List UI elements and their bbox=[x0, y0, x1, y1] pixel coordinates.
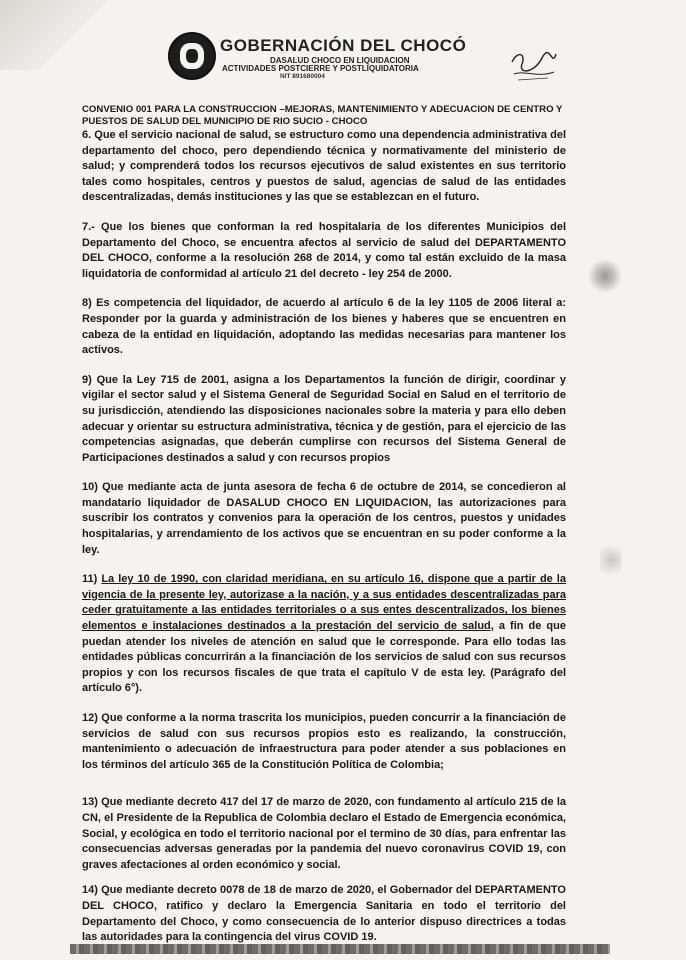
entity-activities: ACTIVIDADES POSTCIERRE Y POSTLIQUIDATORIA bbox=[222, 64, 419, 73]
scan-smudge bbox=[588, 258, 622, 294]
organization-name: GOBERNACIÓN DEL CHOCÓ bbox=[220, 36, 467, 55]
nit-number: NIT 891680004 bbox=[280, 73, 325, 80]
paragraph-9: 9) Que la Ley 715 de 2001, asigna a los Departamentos la función de dirigir, coordinar y vigilar el sector salud y el Sistema General de Seguridad Social en Salud en el territorio de su jurisdicción, atendiendo las disposiciones nacionales sobre la materia y para ello deben adecuar y orientar su estructura administrativa, técnica y de gestión, para el ejercicio de las competencias asignadas, que deberán cumplirse con recursos del Sistema General de Participaciones destinados a salud y con recursos propios bbox=[82, 373, 566, 464]
signature-icon bbox=[508, 44, 558, 84]
document-title: CONVENIO 001 PARA LA CONSTRUCCION –MEJORAS, MANTENIMIENTO Y ADECUACION DE CENTRO Y PUESTOS DE SALUD DEL MUNICIPIO DE RIO SUCIO - CHOCO bbox=[82, 104, 563, 127]
paragraph-10: 10) Que mediante acta de junta asesora de fecha 6 de octubre de 2014, se concedieron al mandatario liquidador de DASALUD CHOCO EN LIQUIDACION, las autorizaciones para suscribir los contratos y convenios para la operación de los centros, puestos y unidades hospitalarias, y arrendamiento de los activos que se encuentran en su poder conforme a la ley. bbox=[82, 481, 566, 556]
entity-name: DASALUD CHOCO EN LIQUIDACION bbox=[270, 56, 410, 65]
government-seal-icon bbox=[168, 32, 216, 80]
document-body bbox=[82, 104, 566, 946]
letterhead bbox=[160, 26, 580, 106]
paragraph-6: 6. Que el servicio nacional de salud, se estructuro como una dependencia administrativa del departamento del choco, pero dependiendo técnica y normativamente del ministerio de salud; y comprenderá todos los recursos ejecutivos de salud existentes en sus territorio tales como hospitales, centros y puestos de salud, agencias de salud de las entidades descentralizadas, demás instituciones y las que se establezcan en el futuro. bbox=[82, 129, 566, 204]
paragraph-14: 14) Que mediante decreto 0078 de 18 de marzo de 2020, el Gobernador del DEPARTAMENTO DEL CHOCO, ratifico y declaro la Emergencia Sanitaria en todo el territorio del Departamento del Choco, y como consecuencia de lo anterior dispuso directrices a todas las autoridades para la contingencia del virus COVID 19. bbox=[82, 884, 566, 944]
cited-law-underlined: La ley 10 de 1990, con claridad meridiana, en su artículo 16, dispone que a partir de la vigencia de la presente ley, autorizase a la nación, y a sus entidades descentralizadas para ceder gratuitamente a las entidades territoriales o a sus entes descentralizados, los bienes elementos e instalaciones destinados a la prestación del servicio de salud, bbox=[82, 573, 566, 633]
scan-edge-artifact bbox=[70, 944, 610, 954]
page-fold-shadow bbox=[0, 0, 110, 70]
paragraph-13: 13) Que mediante decreto 417 del 17 de marzo de 2020, con fundamento al artículo 215 de la CN, el Presidente de la Republica de Colombia declaro el Estado de Emergencia económica, Social, y ecológica en todo el territorio nacional por el termino de 30 días, para enfrentar las consecuencias adversas generadas por la pandemia del nuevo coronavirus COVID 19, con graves afectaciones al orden económico y social. bbox=[82, 796, 566, 871]
paragraph-11: 11) La ley 10 de 1990, con claridad meridiana, en su artículo 16, dispone que a partir de la vigencia de la presente ley, autorizase a la nación, y a sus entidades descentralizadas para ceder gratuitamente a las entidades territoriales o a sus entes descentralizados, los bienes elementos e instalaciones destinados a la prestación del servicio de salud, a fin de que puedan atender los niveles de atención en salud que le corresponde. Para ello todas las entidades públicas concurrirán a la financiación de los servicios de salud con sus recursos propios y con los recursos fiscales de que trata el capítulo V de esta ley. (Parágrafo del artículo 6°). bbox=[82, 573, 566, 695]
scan-smudge bbox=[600, 540, 622, 580]
paragraph-7: 7.- Que los bienes que conforman la red hospitalaria de los diferentes Municipios del Departamento del Choco, se encuentra afectos al servicio de salud del DEPARTAMENTO DEL CHOCO, conforme a la resolución 268 de 2014, y como tal están excluido de la masa liquidatoria de conformidad al artículo 21 del decreto - ley 254 de 2000. bbox=[82, 220, 566, 280]
paragraph-8: 8) Es competencia del liquidador, de acuerdo al artículo 6 de la ley 1105 de 2006 literal a: Responder por la guarda y administración de los bienes y haberes que se encuentren en cabeza de la entidad en liquidación, adoptando las medidas necesarias para mantener los activos. bbox=[82, 297, 566, 357]
paragraph-12: 12) Que conforme a la norma trascrita los municipios, pueden concurrir a la financiación de servicios de salud con sus recursos propios esto es realizando, la construcción, mantenimiento o adecuación de infraestructura para poder atender a sus poblaciones en los términos del artículo 365 de la Constitución Política de Colombia; bbox=[82, 712, 566, 771]
